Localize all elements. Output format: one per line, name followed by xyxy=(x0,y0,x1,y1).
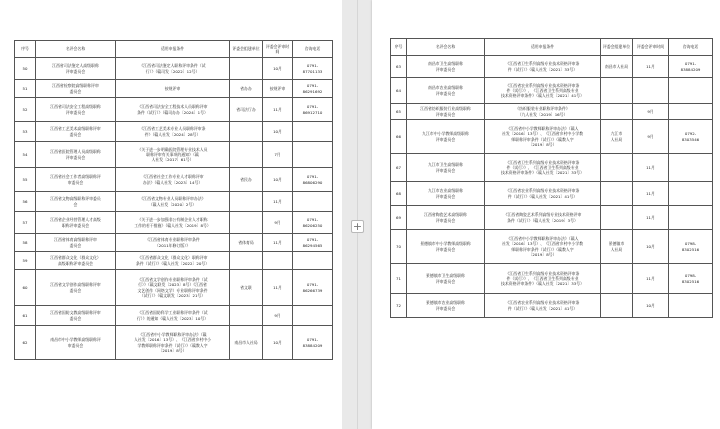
row-serial: 64 xyxy=(391,78,407,104)
document-page-right xyxy=(372,0,720,429)
header-name: 名评会名称 xyxy=(407,39,485,56)
row-review-time: 9月 xyxy=(633,104,669,120)
row-serial: 62 xyxy=(15,326,36,360)
row-conditions: 《江西省陶瓷艺术系列高级专业技术资格评审 条件（试行）》（赣人社发〔2019〕3号） xyxy=(485,206,601,230)
row-conditions: 《江西省文物专业人员职称评审办法》 （赣人社发〔2020〕2号） xyxy=(116,192,230,212)
row-phone: 0791- 86206250 xyxy=(293,212,333,234)
row-conditions: 按规评审 xyxy=(116,80,230,98)
row-conditions: 《江西省农业系列高级专业技术资格评审条 件（试行）》（赣人社发〔2021〕41号） xyxy=(485,294,601,318)
row-name: 江西省体育高级职称评审 委员会 xyxy=(36,234,116,252)
row-conditions: 《江西省社会工作专业人才职称评审 办法》（赣人社发〔2023〕14号） xyxy=(116,168,230,192)
row-review-time: 11月 xyxy=(633,154,669,182)
row-organizer xyxy=(601,264,633,294)
row-phone xyxy=(293,192,333,212)
row-phone: 0798- 8302516 xyxy=(669,264,713,294)
row-name: 南昌市卫生高级职称 评审委员会 xyxy=(407,56,485,78)
row-conditions: 《江西省文学创作专业职称评审条件（试 行）》（赣文联发〔2023〕8号）《江西省 文艺创作（网络文学）专业职称评审条件 （试行）》（赣文联发〔2023〕21号） xyxy=(116,270,230,306)
row-serial: 61 xyxy=(15,306,36,326)
row-name: 江西省文物高级职称评审委员 会 xyxy=(36,192,116,212)
header-organizer: 评委会组建单位 xyxy=(601,39,633,56)
row-name: 江西省文学创作高级职称评审 委员会 xyxy=(36,270,116,306)
row-phone: 0791- 86912710 xyxy=(293,98,333,122)
row-review-time: 11月 xyxy=(263,192,293,212)
table-row xyxy=(15,80,333,98)
table-row xyxy=(391,104,713,120)
row-phone: 0791- 86806290 xyxy=(293,168,333,192)
row-name: 九江市卫生高级职称 评审委员会 xyxy=(407,154,485,182)
row-review-time: 按规评审 xyxy=(263,80,293,98)
left-table-body xyxy=(15,58,333,360)
row-phone xyxy=(293,122,333,142)
table-row xyxy=(15,192,333,212)
row-organizer xyxy=(230,212,263,234)
row-phone: 0791- 83884209 xyxy=(293,326,333,360)
row-organizer xyxy=(230,58,263,80)
row-phone xyxy=(293,252,333,270)
row-serial: 58 xyxy=(15,234,36,252)
row-name: 九江市中小学教师高级职称 评审委员会 xyxy=(407,120,485,154)
row-organizer: 省民办 xyxy=(230,168,263,192)
row-review-time xyxy=(263,252,293,270)
row-conditions: 《江西省中小学教师职称评审办法》（赣人 社发〔2016〕13号）、《江西省乡村中小学教 师职称评审条件（试行）》（赣教人字 〔2019〕8号） xyxy=(485,230,601,264)
table-row xyxy=(15,212,333,234)
row-review-time: 10月 xyxy=(263,326,293,360)
row-name: 江西省工艺美术高级职称评审 委员会 xyxy=(36,122,116,142)
row-review-time: 11月 xyxy=(633,56,669,78)
row-serial: 51 xyxy=(15,80,36,98)
row-conditions: 《关于进一步加强非公有制企业人才职称 工作的若干措施》（赣人社发〔2019〕8号） xyxy=(116,212,230,234)
row-serial: 70 xyxy=(391,230,407,264)
row-review-time: 11月 xyxy=(263,270,293,306)
table-row xyxy=(15,98,333,122)
row-review-time: 10月 xyxy=(263,122,293,142)
row-conditions: 《江西省中小学教师职称评审办法》（赣人 社发〔2016〕13号）、《江西省乡村中小学教 师职称评审条件（试行）》（赣教人字 〔2019〕8号） xyxy=(485,120,601,154)
row-phone: 0792- 8303546 xyxy=(669,120,713,154)
row-phone xyxy=(293,142,333,168)
row-phone xyxy=(669,182,713,206)
header-organizer: 评委会组建单位 xyxy=(230,41,263,58)
row-conditions: 《江西省司法鉴定人职称评审条件（试 行）》（赣司发〔2022〕12号） xyxy=(116,58,230,80)
row-conditions: 《江西省农业系列高级专业技术资格评审条 件（试行）》（赣人社发〔2021〕41号） xyxy=(485,182,601,206)
row-organizer xyxy=(230,192,263,212)
header-conditions: 适用申报条件 xyxy=(116,41,230,58)
row-serial: 59 xyxy=(15,252,36,270)
row-name: 景德镇市农业高级职称 评审委员会 xyxy=(407,294,485,318)
right-table-body xyxy=(391,56,713,318)
row-review-time: 10月 xyxy=(633,294,669,318)
table-row xyxy=(391,264,713,294)
row-phone: 0791- 87701133 xyxy=(293,58,333,80)
row-serial: 60 xyxy=(15,270,36,306)
table-row xyxy=(15,58,333,80)
row-phone: 0791- 86266739 xyxy=(293,270,333,306)
row-organizer xyxy=(601,182,633,206)
row-conditions: 《江西省群众文化（群众文化）职称评审 条件（试行）》（赣人社发〔2022〕20号） xyxy=(116,252,230,270)
table-row xyxy=(391,120,713,154)
table-row xyxy=(391,182,713,206)
row-organizer xyxy=(601,104,633,120)
row-organizer: 南昌市人社局 xyxy=(601,56,633,78)
table-row xyxy=(15,252,333,270)
row-name: 南昌市中小学教师高级职称评 审委员会 xyxy=(36,326,116,360)
table-row xyxy=(391,78,713,104)
row-conditions: 《江西省工艺美术专业人员职称评审条 件》（赣人社发〔2024〕28号） xyxy=(116,122,230,142)
row-name: 南昌市农业高级职称 评审委员会 xyxy=(407,78,485,104)
table-row xyxy=(391,56,713,78)
left-table xyxy=(14,40,333,360)
row-review-time: 10月 xyxy=(263,168,293,192)
header-conditions: 适用申报条件 xyxy=(485,39,601,56)
row-phone xyxy=(669,154,713,182)
table-header-row xyxy=(391,39,713,56)
row-phone xyxy=(669,294,713,318)
row-review-time: 9月 xyxy=(263,212,293,234)
row-organizer xyxy=(601,294,633,318)
row-name: 江西省企业经营管理人才高级 职称评审委员会 xyxy=(36,212,116,234)
row-serial: 54 xyxy=(15,142,36,168)
row-review-time: 9月 xyxy=(633,120,669,154)
split-handle-plus-icon[interactable]: + xyxy=(352,220,363,233)
row-organizer xyxy=(601,78,633,104)
row-review-time: 11月 xyxy=(633,264,669,294)
right-table xyxy=(390,38,713,318)
row-name: 江西省社会工作者高级职称评 审委员会 xyxy=(36,168,116,192)
split-divider[interactable] xyxy=(357,0,358,429)
table-row xyxy=(15,326,333,360)
row-conditions: 《江西省国防科学工业职称评审条件（试 行）》的通知（赣人社发〔2023〕10号） xyxy=(116,306,230,326)
row-serial: 63 xyxy=(391,56,407,78)
row-organizer: 景德镇市 人社局 xyxy=(601,230,633,264)
row-name: 江西省司法安全工程高级职称 评审委员会 xyxy=(36,98,116,122)
row-phone xyxy=(669,206,713,230)
table-row xyxy=(15,142,333,168)
document-page-left xyxy=(0,0,342,429)
row-organizer xyxy=(230,142,263,168)
row-conditions: 《江西省农业系列高级专业技术资格评审条 件（试行）》、《江西省卫生系列高级专业 技术资格评审条件》（赣人社发〔2021〕41号） xyxy=(485,78,601,104)
row-review-time: 11月 xyxy=(633,206,669,230)
row-name: 江西省国防文教高级职称评审 委员会 xyxy=(36,306,116,326)
header-phone: 咨询电话 xyxy=(669,39,713,56)
row-name: 九江市农业高级职称 评审委员会 xyxy=(407,182,485,206)
row-serial: 53 xyxy=(15,122,36,142)
row-serial: 71 xyxy=(391,264,407,294)
row-name: 江西省群众文化（群众文化） 高级职称评审委员会 xyxy=(36,252,116,270)
row-serial: 57 xyxy=(15,212,36,234)
row-name: 江西省陶瓷艺术高级职称 评审委员会 xyxy=(407,206,485,230)
row-review-time: 10月 xyxy=(633,230,669,264)
row-serial: 52 xyxy=(15,98,36,122)
row-serial: 69 xyxy=(391,206,407,230)
table-row xyxy=(15,306,333,326)
header-name: 名评会名称 xyxy=(36,41,116,58)
row-organizer: 省司法厅办 xyxy=(230,98,263,122)
row-review-time: 10月 xyxy=(263,58,293,80)
table-row xyxy=(391,294,713,318)
row-phone: 0791- 86291692 xyxy=(293,80,333,98)
row-conditions: 《关于进一步明确医院管理专业技术人员 职称评审有关事项的通知》（赣 人社发〔2017〕61号） xyxy=(116,142,230,168)
row-organizer: 省文联 xyxy=(230,270,263,306)
row-organizer xyxy=(230,122,263,142)
table-row xyxy=(391,206,713,230)
row-review-time: 7月 xyxy=(263,142,293,168)
table-row xyxy=(15,122,333,142)
row-organizer: 南昌市人社局 xyxy=(230,326,263,360)
header-phone: 咨询电话 xyxy=(293,41,333,58)
table-row xyxy=(15,168,333,192)
row-organizer xyxy=(601,154,633,182)
row-serial: 50 xyxy=(15,58,36,80)
row-serial: 56 xyxy=(15,192,36,212)
row-review-time: 11月 xyxy=(263,98,293,122)
header-review-time: 评委会评审时间 xyxy=(633,39,669,56)
header-serial: 序号 xyxy=(15,41,36,58)
row-name: 景德镇市卫生高级职称 评审委员会 xyxy=(407,264,485,294)
table-row xyxy=(15,234,333,252)
row-conditions: 《江西省司法安全工程技术人员职称评审 条件（试行）》（赣司办办〔2024〕1号） xyxy=(116,98,230,122)
table-row xyxy=(391,230,713,264)
table-header-row xyxy=(15,41,333,58)
row-review-time: 9月 xyxy=(263,306,293,326)
row-name: 江西省纺织服装行业高级职称 评审委员会 xyxy=(407,104,485,120)
row-organizer: 九江市 人社局 xyxy=(601,120,633,154)
row-phone xyxy=(669,104,713,120)
row-phone: 0791- 86294565 xyxy=(293,234,333,252)
row-organizer: 省体育局 xyxy=(230,234,263,252)
row-serial: 72 xyxy=(391,294,407,318)
row-organizer xyxy=(230,252,263,270)
row-serial: 68 xyxy=(391,182,407,206)
row-organizer xyxy=(601,206,633,230)
row-conditions: 《纺织服装专业职称评审条件》 （九人社发〔2019〕16号） xyxy=(485,104,601,120)
row-conditions: 《江西省体育专业职称评审条件 （2011年修订版）》 xyxy=(116,234,230,252)
row-conditions: 《江西省卫生系列高级专业技术资格评审条 件（试行）》、《江西省卫生系列高级专业 技术资格评审条件》（赣人社发〔2021〕33号） xyxy=(485,264,601,294)
row-conditions: 《江西省卫生系列高级专业技术资格评审条 件（试行）》（赣人社发〔2021〕33号） xyxy=(485,56,601,78)
row-organizer: 省办办 xyxy=(230,80,263,98)
row-phone xyxy=(293,306,333,326)
row-review-time xyxy=(633,78,669,104)
row-conditions: 《江西省中小学教师职称评审办法》（赣 人社发〔2016〕13号）、《江西省乡村中小 学教师职称评审条件（试行）》（赣教人字 〔2019〕8号） xyxy=(116,326,230,360)
row-phone xyxy=(669,78,713,104)
row-serial: 67 xyxy=(391,154,407,182)
table-row xyxy=(391,154,713,182)
header-review-time: 评委会评审时间 xyxy=(263,41,293,58)
header-serial: 序号 xyxy=(391,39,407,56)
row-phone: 0791- 83884209 xyxy=(669,56,713,78)
row-serial: 55 xyxy=(15,168,36,192)
row-conditions: 《江西省卫生系列高级专业技术资格评审条 件（试行）》、《江西省卫生系列高级专业 技术资格评审条件》（赣人社发〔2021〕33号） xyxy=(485,154,601,182)
table-row xyxy=(15,270,333,306)
row-serial: 65 xyxy=(391,104,407,120)
row-name: 江西省司法鉴定人高级职称 评审委员会 xyxy=(36,58,116,80)
row-name: 江西省检察院高级职称评审 委员会 xyxy=(36,80,116,98)
row-name: 江西省医院管理人员高级职称 评审委员会 xyxy=(36,142,116,168)
row-review-time: 11月 xyxy=(633,182,669,206)
row-review-time: 11月 xyxy=(263,234,293,252)
row-name: 景德镇市中小学教师高级职称 评审委员会 xyxy=(407,230,485,264)
row-serial: 66 xyxy=(391,120,407,154)
row-phone: 0798- 8302516 xyxy=(669,230,713,264)
row-organizer xyxy=(230,306,263,326)
